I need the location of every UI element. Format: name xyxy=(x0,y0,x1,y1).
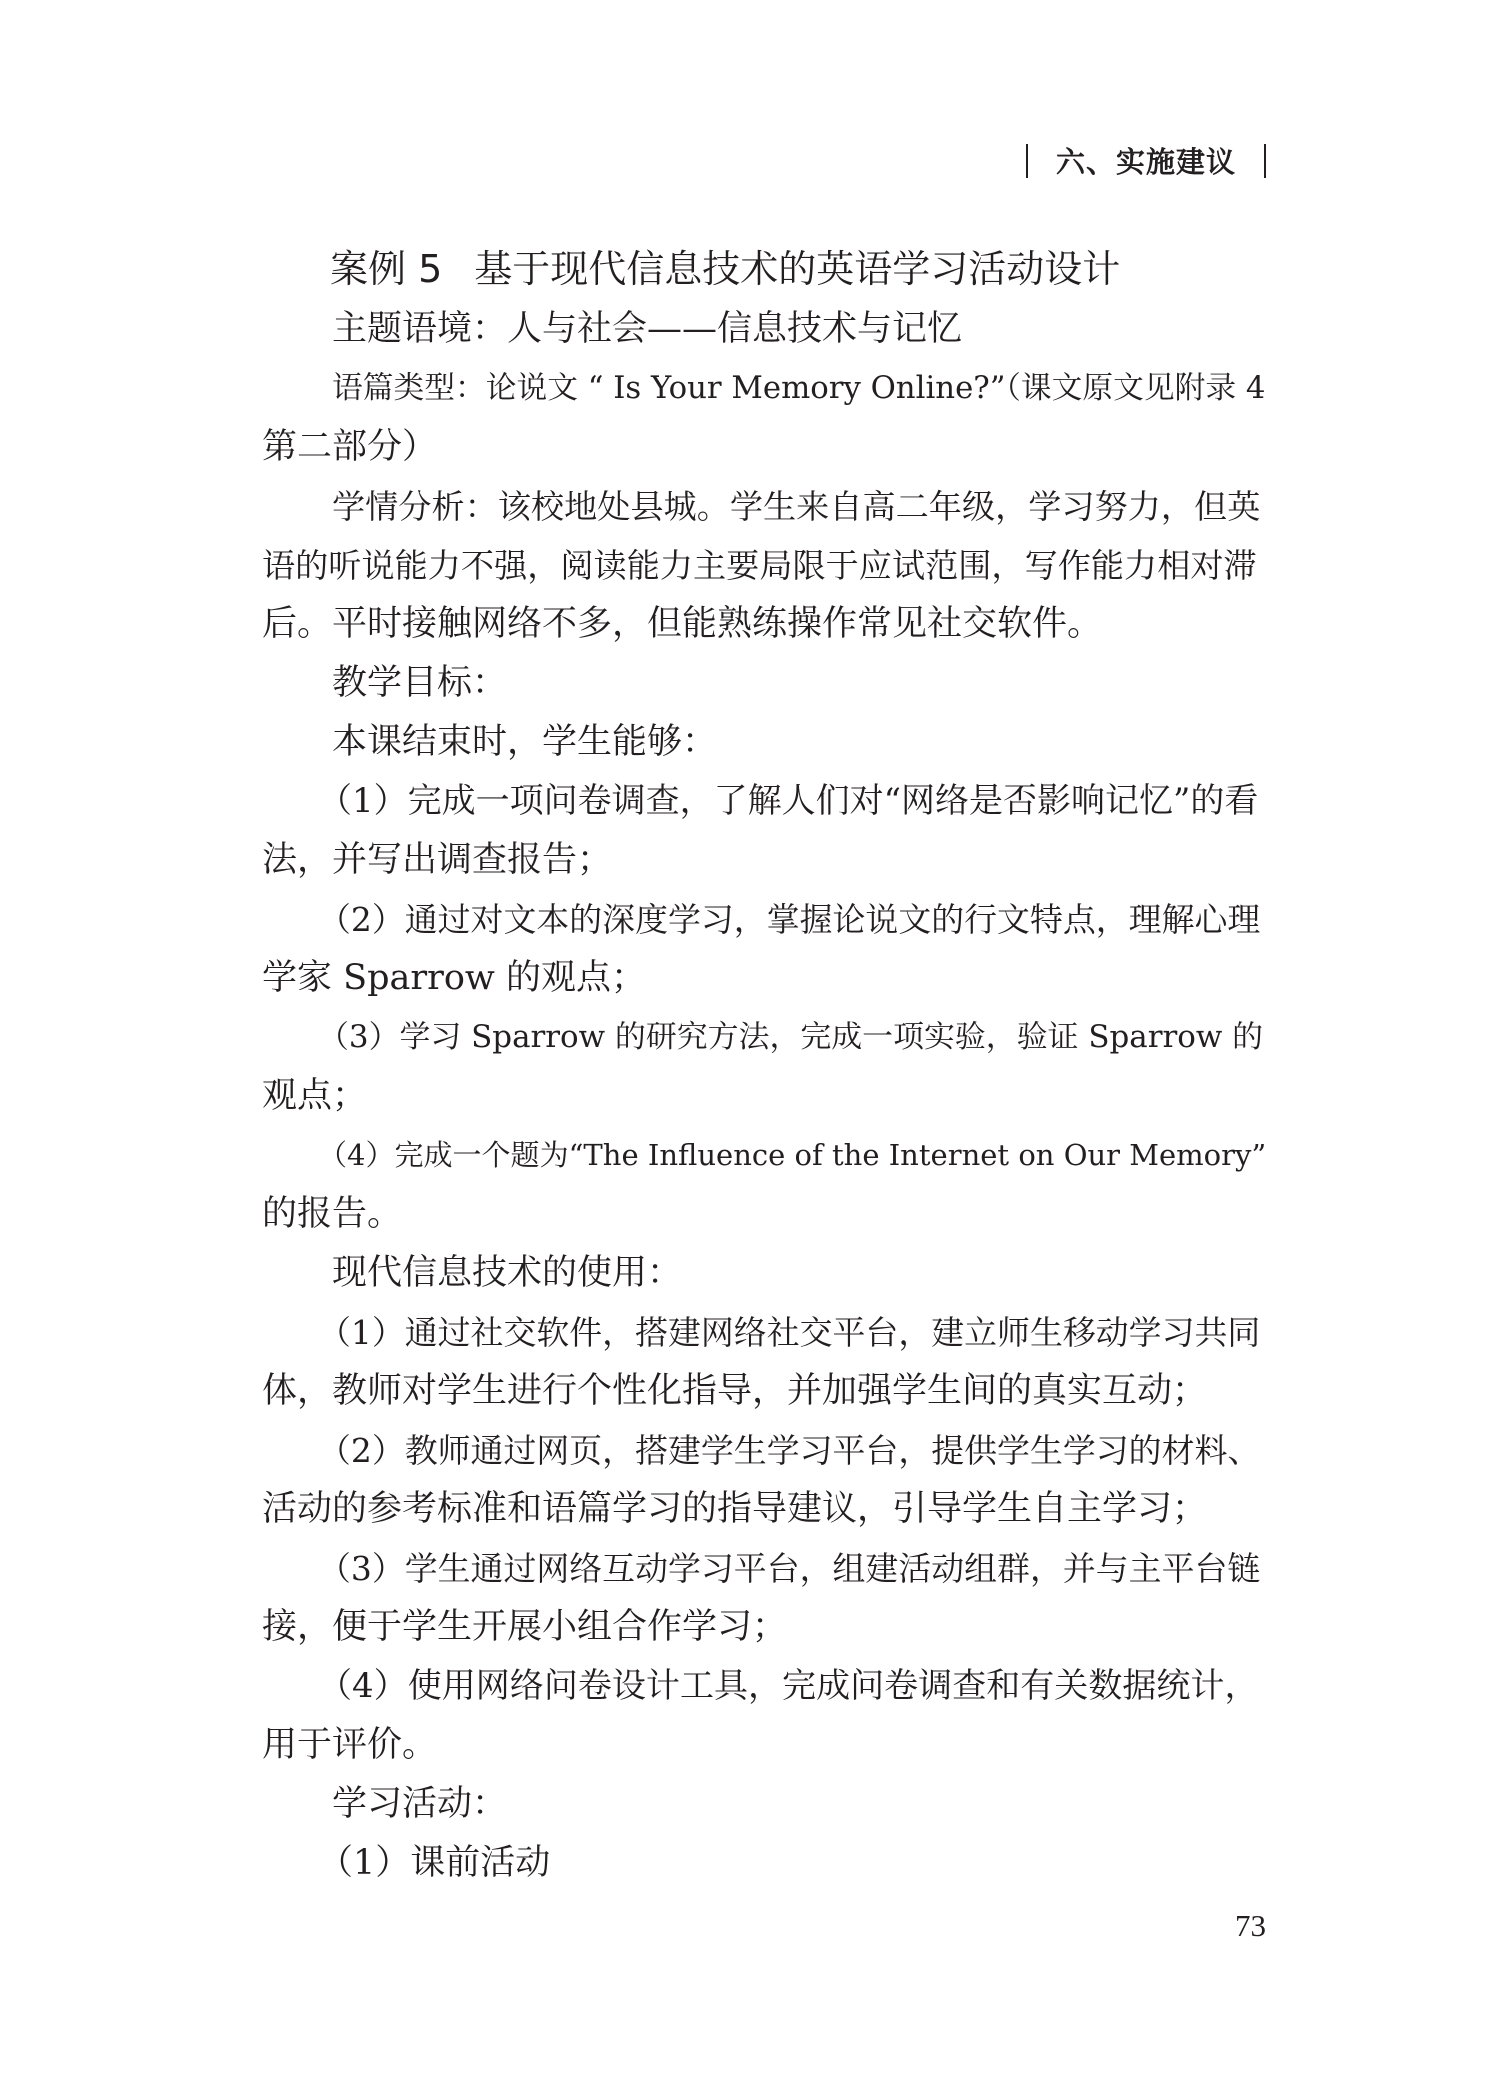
page-number: 73 xyxy=(1235,1908,1266,1943)
header-section-title: 六、实施建议 xyxy=(1055,145,1236,179)
running-header xyxy=(1026,140,1266,181)
paragraph-line: 第二部分） xyxy=(262,427,438,467)
list-item-line: （1）通过社交软件，搭建网络社交平台，建立师生移动学习共同 xyxy=(318,1313,1261,1352)
header-divider-left xyxy=(1026,144,1028,178)
paragraph-line: 后。平时接触网络不多，但能熟练操作常见社交软件。 xyxy=(262,604,1103,644)
list-item-line: 体，教师对学生进行个性化指导，并加强学生间的真实互动； xyxy=(262,1371,1208,1411)
list-item-line: 活动的参考标准和语篇学习的指导建议，引导学生自主学习； xyxy=(262,1489,1208,1529)
paragraph-line: 学习活动： xyxy=(332,1784,508,1824)
list-item-line: （4）完成一个题为“The Influence of the Internet on Our Memory” xyxy=(318,1138,1267,1172)
case-number: 案例 5 xyxy=(330,247,443,291)
case-title xyxy=(262,238,1262,300)
list-item-line: （3）学习 Sparrow 的研究方法，完成一项实验，验证 Sparrow 的 xyxy=(318,1019,1264,1055)
list-item-line: 接，便于学生开展小组合作学习； xyxy=(262,1607,788,1647)
paragraph-line: 学情分析：该校地处县城。学生来自高二年级，学习努力，但英 xyxy=(332,487,1261,526)
list-item-line: （1）课前活动 xyxy=(318,1843,551,1883)
list-item-line: 学家 Sparrow 的观点； xyxy=(262,958,646,998)
paragraph-line: 语的听说能力不强，阅读能力主要局限于应试范围，写作能力相对滞 xyxy=(262,546,1257,585)
list-item-line: 法，并写出调查报告； xyxy=(262,840,613,880)
list-item-line: 观点； xyxy=(262,1076,368,1116)
paragraph-line: 语篇类型：论说文 “ Is Your Memory Online?”（课文原文见附录 4 xyxy=(332,370,1266,406)
paragraph-line: 主题语境：人与社会——信息技术与记忆 xyxy=(332,309,963,349)
paragraph-line: 本课结束时，学生能够： xyxy=(332,722,718,762)
list-item-line: 用于评价。 xyxy=(262,1725,438,1765)
list-item-line: （2）教师通过网页，搭建学生学习平台，提供学生学习的材料、 xyxy=(318,1431,1261,1470)
page-body xyxy=(262,238,1267,1893)
paragraph-line: 教学目标： xyxy=(332,663,508,703)
list-item-line: 的报告。 xyxy=(262,1194,403,1234)
list-item-line: （3）学生通过网络互动学习平台，组建活动组群，并与主平台链 xyxy=(318,1549,1261,1588)
paragraph-line: 现代信息技术的使用： xyxy=(332,1253,683,1293)
case-heading: 基于现代信息技术的英语学习活动设计 xyxy=(474,247,1121,291)
list-item-line: （2）通过对文本的深度学习，掌握论说文的行文特点，理解心理 xyxy=(318,900,1261,939)
list-item-line: （1）完成一项问卷调查，了解人们对“网络是否影响记忆”的看 xyxy=(318,781,1259,821)
list-item-line: （4）使用网络问卷设计工具，完成问卷调查和有关数据统计， xyxy=(318,1666,1259,1706)
header-divider-right xyxy=(1264,144,1266,178)
